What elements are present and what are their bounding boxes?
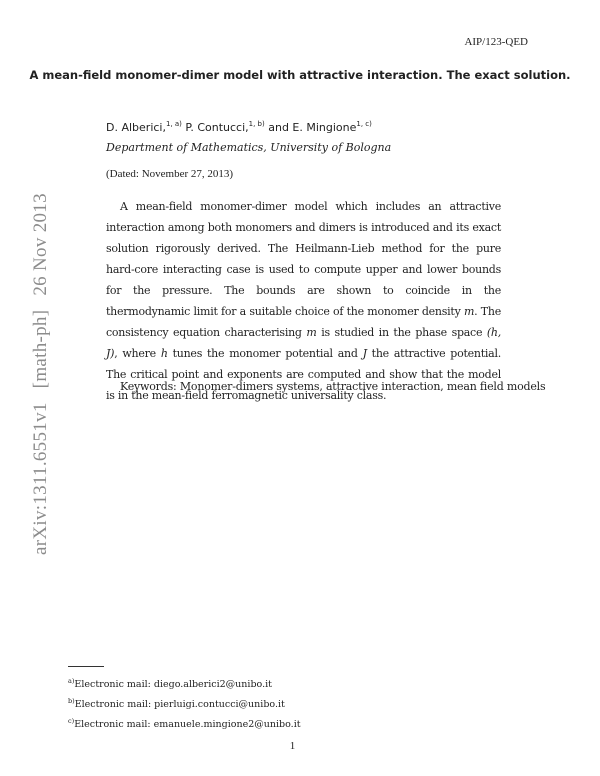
footnote-mark: b) [68,697,75,705]
abstract-text: . The consistency equation characterising [106,305,501,339]
affiliation: Department of Mathematics, University of Bologna [106,141,392,154]
author-name: D. Alberici, [106,121,166,134]
abstract-text: A mean-field monomer-dimer model which includes an attractive interaction among both monomers and dimers is introduced and its exact solution rigorously derived. The Heilmann-Lieb method for the pure hard-core interacting case is used to compute upper and lower bounds for the pressure. The bounds are shown to coincide in the thermodynamic limit for a suitable choice of the monomer density [106,200,501,318]
math-symbol: m [306,326,317,339]
math-symbol: (h, J) [106,326,501,360]
page-number: 1 [289,740,296,752]
footnote [68,673,301,693]
footnote-text: Electronic mail: pierluigi.contucci@unibo.it [74,699,285,710]
abstract-text: , where [114,347,161,360]
paper-title: A mean-field monomer-dimer model with attractive interaction. The exact solution. [29,68,571,82]
math-symbol: m [463,305,475,318]
math-symbol: J [362,347,367,360]
author-name: and E. Mingione [268,121,357,134]
abstract-text: is studied in the phase space [316,326,487,339]
arxiv-stamp [30,193,52,555]
author-affiliation-mark: 1, a) [165,120,182,128]
author-name: P. Contucci, [185,121,249,134]
footnote-divider [68,666,104,667]
keywords: Keywords: Monomer-dimers systems, attractive interaction, mean field models [120,380,546,393]
footnote-text: Electronic mail: diego.alberici2@unibo.it [74,679,272,690]
journal-reference: AIP/123-QED [464,36,528,48]
math-symbol: h [160,347,168,360]
date-line: (Dated: November 27, 2013) [106,168,234,180]
footnotes [68,673,301,733]
abstract-text: the attractive potential. The critical point and exponents are computed and show that the model is in the mean-field ferromagnetic universality class. [106,347,501,402]
arxiv-date: 26 Nov 2013 [30,193,51,296]
footnote-mark: c) [68,717,75,725]
footnote [68,713,301,733]
footnote-mark: a) [68,677,75,685]
author-list [106,120,372,134]
author-affiliation-mark: 1, c) [356,120,372,128]
abstract-text: tunes the monomer potential and [167,347,363,360]
footnote [68,693,301,713]
arxiv-category: [math-ph] [30,309,51,389]
arxiv-id: arXiv:1311.6551v1 [30,402,51,555]
abstract [106,196,501,406]
author-affiliation-mark: 1, b) [248,120,265,128]
footnote-text: Electronic mail: emanuele.mingione2@unibo.it [74,719,301,730]
